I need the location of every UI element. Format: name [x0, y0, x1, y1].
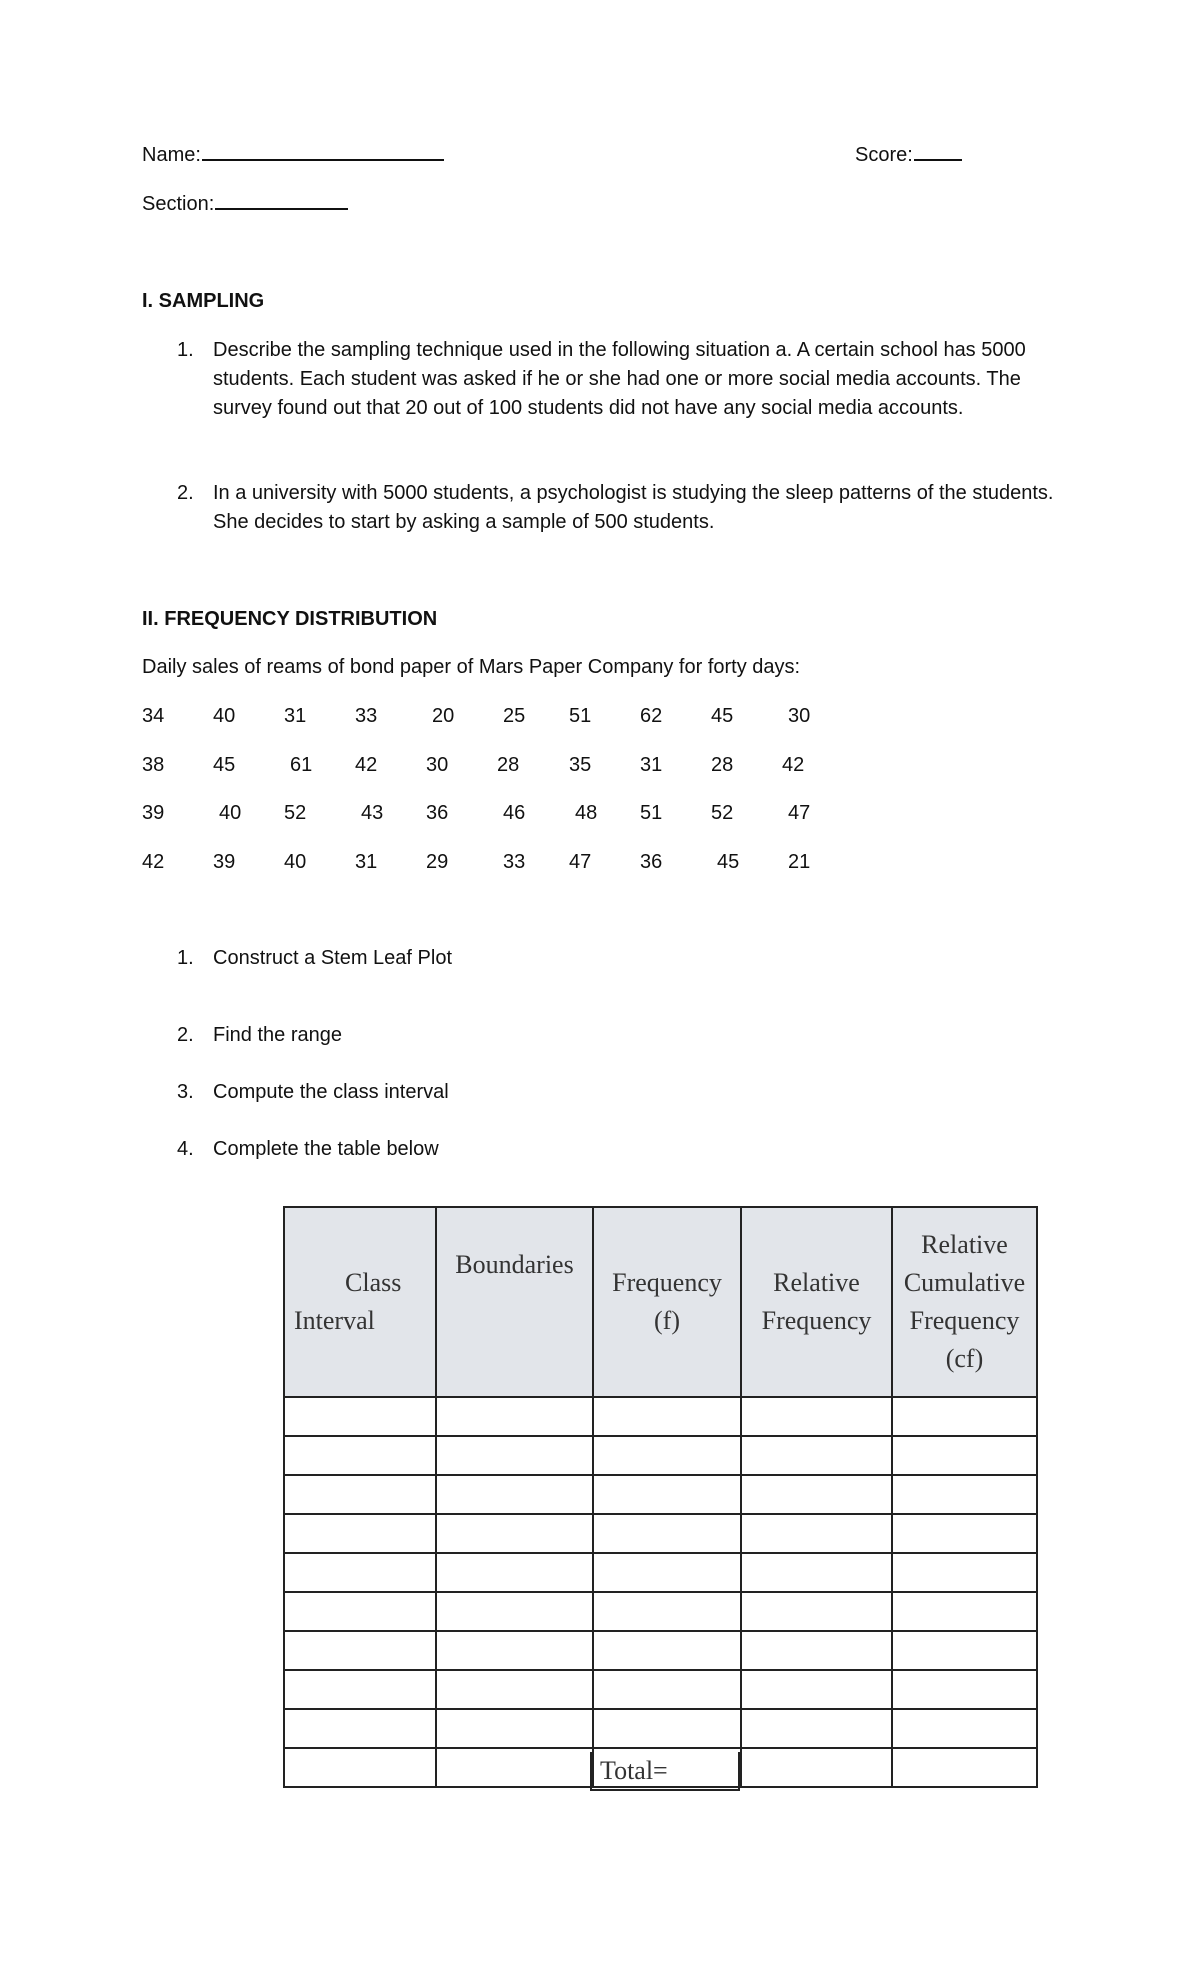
table-cell[interactable]	[892, 1631, 1037, 1670]
data-value: 20	[432, 705, 455, 727]
table-cell[interactable]	[892, 1748, 1037, 1787]
data-value: 33	[355, 705, 378, 727]
table-cell[interactable]	[436, 1514, 593, 1553]
data-value: 31	[284, 705, 307, 727]
data-value: 25	[503, 705, 526, 727]
section-label: Section:	[142, 193, 215, 215]
task-1-text: Construct a Stem Leaf Plot	[213, 947, 453, 969]
data-value: 31	[640, 754, 663, 776]
data-value: 45	[717, 851, 740, 873]
data-value: 35	[569, 754, 592, 776]
header-relative-frequency	[741, 1207, 892, 1397]
task-2-number: 2.	[177, 1024, 194, 1046]
header-frequency-line2: (f)	[654, 1306, 680, 1335]
data-value: 40	[284, 851, 307, 873]
task-4-number: 4.	[177, 1138, 194, 1160]
data-value: 40	[213, 705, 236, 727]
sampling-item-1-number: 1.	[177, 339, 194, 361]
table-cell[interactable]	[892, 1436, 1037, 1475]
frequency-table	[283, 1206, 1038, 1788]
data-value: 34	[142, 705, 165, 727]
header-cumulative-line3: Frequency	[909, 1306, 1020, 1335]
header-cumulative-frequency	[892, 1207, 1037, 1397]
table-cell[interactable]	[892, 1397, 1037, 1436]
table-cell[interactable]	[741, 1436, 892, 1475]
frequency-heading: II. FREQUENCY DISTRIBUTION	[142, 608, 438, 630]
header-frequency	[593, 1207, 741, 1397]
sampling-item-2-text: In a university with 5000 students, a psychologist is studying the sleep patterns of the students. She decides to start by asking a sample of 500 students.	[213, 482, 1054, 533]
frequency-intro: Daily sales of reams of bond paper of Mars Paper Company for forty days:	[142, 656, 801, 678]
score-label: Score:	[855, 144, 913, 166]
table-cell[interactable]	[892, 1709, 1037, 1748]
header-cumulative-line2: Cumulative	[903, 1268, 1026, 1297]
data-value: 28	[497, 754, 520, 776]
table-row	[284, 1475, 1037, 1514]
task-3-text: Compute the class interval	[213, 1081, 449, 1103]
table-cell[interactable]	[741, 1514, 892, 1553]
data-value: 36	[426, 802, 449, 824]
data-value: 62	[640, 705, 663, 727]
table-cell[interactable]	[741, 1397, 892, 1436]
name-field[interactable]	[142, 141, 444, 170]
table-cell[interactable]	[436, 1475, 593, 1514]
data-value: 45	[213, 754, 236, 776]
table-cell[interactable]	[593, 1592, 741, 1631]
data-value: 61	[290, 754, 313, 776]
table-row	[284, 1709, 1037, 1748]
table-cell[interactable]	[892, 1475, 1037, 1514]
table-header-row	[284, 1207, 1037, 1397]
table-row	[284, 1436, 1037, 1475]
table-cell[interactable]	[593, 1397, 741, 1436]
data-row-4	[142, 848, 842, 877]
header-relative-line1: Relative	[773, 1268, 860, 1297]
table-cell[interactable]	[436, 1748, 593, 1787]
table-cell[interactable]	[892, 1670, 1037, 1709]
table-cell[interactable]	[593, 1631, 741, 1670]
table-cell[interactable]	[284, 1553, 436, 1592]
table-cell[interactable]	[436, 1631, 593, 1670]
data-value: 31	[355, 851, 378, 873]
header-class-interval-line1: Class	[345, 1268, 402, 1297]
table-cell[interactable]	[892, 1514, 1037, 1553]
table-cell[interactable]	[436, 1397, 593, 1436]
table-cell[interactable]	[892, 1553, 1037, 1592]
table-cell[interactable]	[593, 1475, 741, 1514]
data-value: 46	[503, 802, 526, 824]
data-value: 36	[640, 851, 663, 873]
name-label: Name:	[142, 144, 201, 166]
data-row-2	[142, 751, 842, 780]
sampling-item-1-text: Describe the sampling technique used in the following situation a. A certain school has 5000 students. Each student was asked if he or she had one or more social media accounts. The survey found out that 20 out of 100 students did not have any social media accounts.	[213, 339, 1026, 419]
table-cell[interactable]	[284, 1397, 436, 1436]
header-class-interval	[284, 1207, 436, 1397]
data-value: 38	[142, 754, 165, 776]
data-value: 39	[213, 851, 236, 873]
table-cell[interactable]	[741, 1592, 892, 1631]
table-cell[interactable]	[741, 1670, 892, 1709]
header-boundaries	[436, 1207, 593, 1397]
task-1-number: 1.	[177, 947, 194, 969]
header-boundaries-text: Boundaries	[455, 1250, 574, 1279]
header-cumulative-line1: Relative	[921, 1230, 1008, 1259]
table-cell[interactable]	[892, 1592, 1037, 1631]
data-value: 39	[142, 802, 165, 824]
table-cell[interactable]	[741, 1475, 892, 1514]
table-cell[interactable]	[593, 1709, 741, 1748]
header-frequency-line1: Frequency	[612, 1268, 722, 1297]
table-row	[284, 1631, 1037, 1670]
data-value: 40	[219, 802, 242, 824]
table-cell[interactable]	[284, 1592, 436, 1631]
data-value: 33	[503, 851, 526, 873]
table-cell[interactable]	[284, 1709, 436, 1748]
table-cell[interactable]	[593, 1670, 741, 1709]
table-row	[284, 1514, 1037, 1553]
table-cell[interactable]	[741, 1748, 892, 1787]
task-3-number: 3.	[177, 1081, 194, 1103]
table-cell[interactable]	[436, 1709, 593, 1748]
section-field[interactable]	[142, 190, 348, 219]
name-blank[interactable]	[202, 141, 444, 161]
data-value: 51	[569, 705, 592, 727]
table-cell[interactable]	[741, 1553, 892, 1592]
task-2-text: Find the range	[213, 1024, 342, 1046]
table-cell[interactable]	[436, 1436, 593, 1475]
score-blank[interactable]	[914, 141, 962, 161]
data-value: 51	[640, 802, 663, 824]
table-row	[284, 1553, 1037, 1592]
sampling-item-2-number: 2.	[177, 482, 194, 504]
table-cell[interactable]	[741, 1631, 892, 1670]
data-value: 21	[788, 851, 811, 873]
sampling-heading: I. SAMPLING	[142, 290, 265, 312]
data-value: 47	[569, 851, 592, 873]
data-value: 29	[426, 851, 449, 873]
score-field[interactable]	[855, 141, 962, 170]
data-row-3	[142, 799, 842, 828]
table-cell[interactable]	[284, 1475, 436, 1514]
table-cell[interactable]	[284, 1748, 436, 1787]
data-value: 48	[575, 802, 598, 824]
data-value: 45	[711, 705, 734, 727]
section-blank[interactable]	[215, 190, 348, 210]
data-value: 47	[788, 802, 811, 824]
table-cell[interactable]	[284, 1631, 436, 1670]
header-relative-line2: Frequency	[761, 1306, 872, 1335]
data-row-1	[142, 702, 842, 731]
table-cell[interactable]	[593, 1514, 741, 1553]
data-value: 42	[355, 754, 378, 776]
data-value: 43	[361, 802, 384, 824]
data-value: 52	[711, 802, 734, 824]
data-value: 30	[788, 705, 811, 727]
table-row	[284, 1592, 1037, 1631]
data-value: 30	[426, 754, 449, 776]
data-value: 42	[782, 754, 805, 776]
data-value: 52	[284, 802, 307, 824]
table-row	[284, 1670, 1037, 1709]
table-cell[interactable]	[284, 1436, 436, 1475]
data-value: 28	[711, 754, 734, 776]
table-cell[interactable]	[436, 1592, 593, 1631]
table-row	[284, 1397, 1037, 1436]
table-cell[interactable]	[436, 1553, 593, 1592]
table-cell[interactable]	[741, 1709, 892, 1748]
table-cell[interactable]	[593, 1436, 741, 1475]
header-class-interval-line2: Interval	[294, 1306, 375, 1335]
data-value: 42	[142, 851, 165, 873]
header-cumulative-line4: (cf)	[945, 1344, 984, 1373]
total-label: Total=	[600, 1756, 668, 1785]
total-cell[interactable]	[590, 1752, 740, 1791]
table-cell[interactable]	[593, 1553, 741, 1592]
table-cell[interactable]	[284, 1670, 436, 1709]
task-4-text: Complete the table below	[213, 1138, 439, 1160]
table-cell[interactable]	[436, 1670, 593, 1709]
table-cell[interactable]	[284, 1514, 436, 1553]
